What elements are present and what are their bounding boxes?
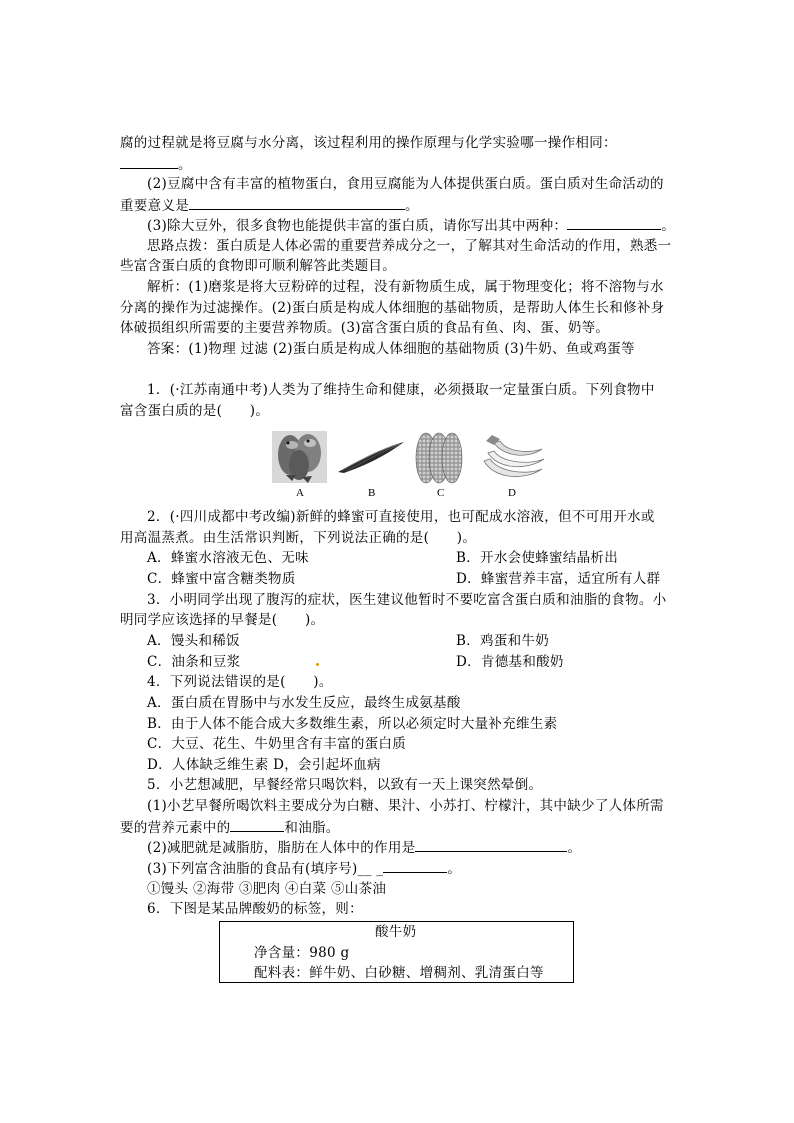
fish-icon (272, 431, 327, 483)
q3-line-2: 明同学应该选择的早餐是( )。 (120, 612, 325, 628)
hint-line-a: 思路点拨：蛋白质是人体必需的重要营养成分之一，了解其对生命活动的作用，熟悉一 (147, 238, 672, 254)
yogurt-ingredients: 配料表：鲜牛奶、白砂糖、增稠剂、乳清蛋白等 (254, 965, 544, 981)
q5-sub2: (2)减肥就是减脂肪，脂肪在人体中的作用是 。 (147, 840, 582, 856)
intro-line-2: 。 (120, 156, 192, 173)
q2-line-2: 用高温蒸煮。由生活常识判断，下列说法正确的是( )。 (120, 530, 477, 546)
intro-line-1: 腐的过程就是将豆腐与水分离，该过程利用的操作原理与化学实验哪一操作相同： (120, 135, 617, 151)
q2-option-b: B．开水会使蜂蜜结晶析出 (456, 550, 619, 566)
q5-sub1-line-a: (1)小艺早餐所喝饮料主要成分为白糖、果汁、小苏打、柠檬汁，其中缺少了人体所需 (147, 798, 664, 814)
analysis-line-a: 解析：(1)磨浆是将大豆粉碎的过程，没有新物质生成，属于物理变化；将不溶物与水 (147, 279, 664, 295)
q5-sub3: (3)下列富含油脂的食品有(填序号)__ _ 。 (147, 861, 462, 877)
yogurt-label-title: 酸牛奶 (375, 924, 417, 940)
intro-q2-line-a: (2)豆腐中含有丰富的植物蛋白，食用豆腐能为人体提供蛋白质。蛋白质对生命活动的 (147, 176, 664, 192)
q5-sub1-line-b: 要的营养元素中的 和油脂。 (120, 820, 340, 836)
q6-line-1: 6．下图是某品牌酸奶的标签，则： (147, 901, 363, 917)
answer-blank[interactable] (383, 860, 447, 873)
banana-icon (480, 431, 546, 483)
q3-option-c: C．油条和豆浆 (147, 654, 241, 670)
kelp-icon (336, 440, 406, 474)
answer-blank[interactable] (567, 217, 661, 230)
q2-option-a: A．蜂蜜水溶液无色、无味 (147, 550, 309, 566)
answer-blank[interactable] (189, 197, 405, 210)
q2-option-c: C．蜂蜜中富含糖类物质 (147, 571, 296, 587)
figure-label-c: C (437, 487, 445, 499)
figure-label-a: A (296, 487, 304, 499)
q4-option-d: D．人体缺乏维生素 D，会引起坏血病 (147, 757, 381, 773)
intro-q2-line-b: 重要意义是 。 (120, 198, 419, 214)
figure-label-b: B (368, 487, 376, 499)
answer-blank[interactable] (230, 819, 284, 832)
yogurt-net-content: 净含量：980 g (254, 945, 350, 961)
analysis-line-b: 分离的操作为过滤操作。(2)蛋白质是构成人体细胞的基础物质，是帮助人体生长和修补身 (120, 300, 665, 316)
q1-line-1: 1．(·江苏南通中考)人类为了维持生命和健康，必须摄取一定量蛋白质。下列食物中 (147, 382, 655, 398)
q4-option-b: B．由于人体不能合成大多数维生素，所以必须定时大量补充维生素 (147, 716, 558, 732)
q5-line-1: 5．小艺想减肥，早餐经常只喝饮料，以致有一天上课突然晕倒。 (147, 777, 543, 793)
stray-mark (316, 663, 319, 666)
answer-blank[interactable] (415, 839, 567, 852)
q2-line-1: 2．(·四川成都中考改编)新鲜的蜂蜜可直接使用，也可配成水溶液，但不可用开水或 (147, 509, 655, 525)
q2-option-d: D．蜂蜜营养丰富，适宜所有人群 (456, 571, 661, 587)
answer-blank[interactable] (120, 156, 178, 169)
analysis-line-c: 体破损组织所需要的主要营养物质。(3)富含蛋白质的食品有鱼、肉、蛋、奶等。 (120, 320, 610, 336)
hint-line-b: 些富含蛋白质的食物即可顺利解答此类题目。 (120, 258, 396, 274)
q4-option-c: C．大豆、花生、牛奶里含有丰富的蛋白质 (147, 736, 407, 752)
q3-line-1: 3．小明同学出现了腹泻的症状，医生建议他暂时不要吃富含蛋白质和油脂的食物。小 (147, 592, 667, 608)
q3-option-b: B．鸡蛋和牛奶 (456, 633, 550, 649)
q4-option-a: A．蛋白质在胃肠中与水发生反应，最终生成氨基酸 (147, 695, 461, 711)
corn-icon (414, 431, 464, 485)
q3-option-d: D．肯德基和酸奶 (456, 654, 564, 670)
answer-line: 答案：(1)物理 过滤 (2)蛋白质是构成人体细胞的基础物质 (3)牛奶、鱼或鸡蛋等 (147, 341, 635, 357)
figure-label-d: D (508, 487, 516, 499)
q5-choices: ①馒头 ②海带 ③肥肉 ④白菜 ⑤山茶油 (147, 881, 387, 897)
intro-q3: (3)除大豆外，很多食物也能提供丰富的蛋白质，请你写出其中两种： 。 (147, 218, 676, 234)
q4-line-1: 4．下列说法错误的是( )。 (147, 674, 333, 690)
q3-option-a: A．馒头和稀饭 (147, 633, 240, 649)
q1-line-2: 富含蛋白质的是( )。 (120, 403, 270, 419)
